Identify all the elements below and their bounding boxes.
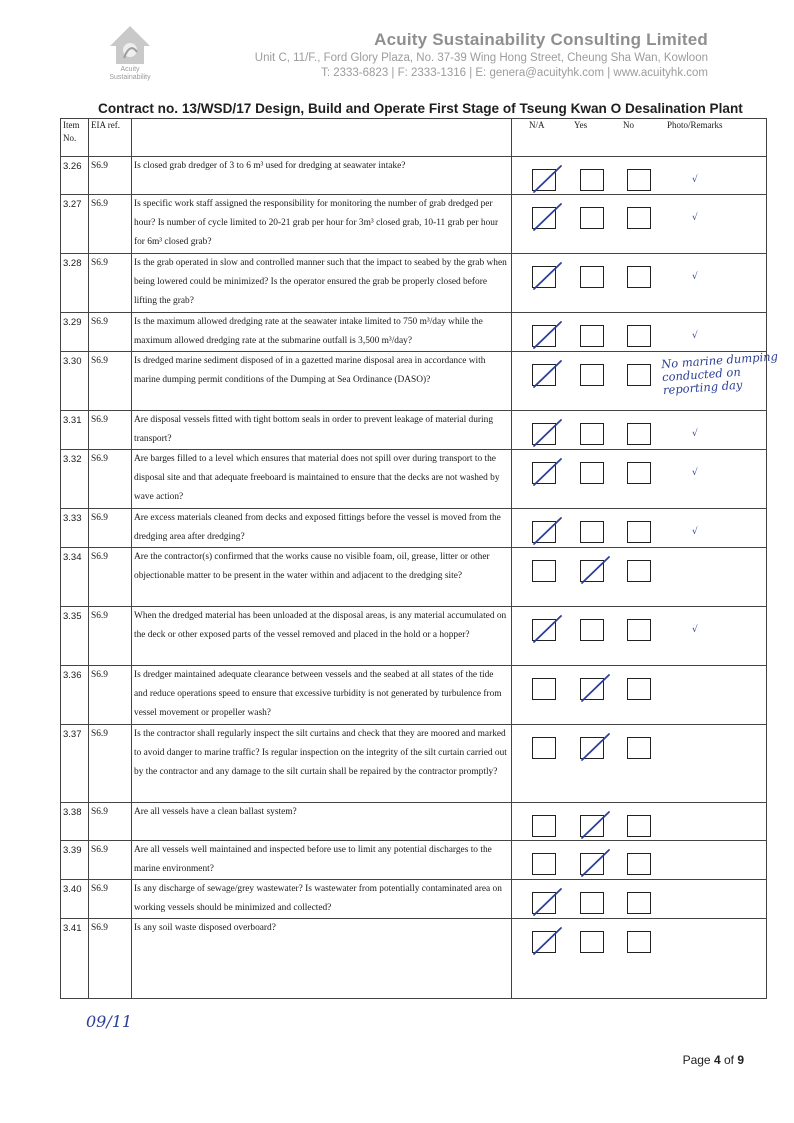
header-yes: Yes	[574, 120, 588, 130]
checklist-question: Is the contractor shall regularly inspect the silt curtains and check that they are moored and marked to avoid danger to marine traffic? Is regular inspection on the integrity of the silt curtain carried out by the contractor and any damage to the silt curtain shall be repaired by the contractor promptly?	[132, 725, 512, 803]
checkbox-yes[interactable]	[580, 678, 604, 700]
check-mark-icon	[575, 846, 611, 880]
checkbox-no[interactable]	[627, 619, 651, 641]
answer-cell	[512, 725, 767, 803]
company-address: Unit C, 11/F., Ford Glory Plaza, No. 37-39 Wing Hong Street, Cheung Sha Wan, Kowloon	[254, 52, 708, 64]
header-remarks: Photo/Remarks	[667, 120, 723, 130]
table-row	[61, 725, 767, 803]
answer-cell	[512, 157, 767, 195]
handwritten-remark: √	[692, 213, 698, 223]
checklist-question: Are all vessels well maintained and inspected before use to limit any potential discharges to the marine environment?	[132, 841, 512, 880]
item-number: 3.34	[61, 548, 89, 607]
check-mark-icon	[575, 671, 611, 705]
checklist-question: Is dredged marine sediment disposed of in a gazetted marine disposal area in accordance with marine dumping permit conditions of the Dumping at Sea Ordinance (DASO)?	[132, 352, 512, 411]
eia-reference: S6.9	[89, 803, 132, 841]
page-number	[683, 1053, 744, 1067]
handwritten-remark: √	[692, 625, 698, 635]
table-row	[61, 450, 767, 509]
answer-cell	[512, 841, 767, 880]
company-name: Acuity Sustainability Consulting Limited	[374, 30, 708, 49]
checkbox-yes[interactable]	[580, 266, 604, 288]
answer-cell	[512, 666, 767, 725]
checkbox-yes[interactable]	[580, 169, 604, 191]
header-item-no: Item No.	[61, 119, 89, 157]
check-mark-icon	[527, 318, 563, 352]
letterhead	[0, 0, 794, 100]
table-row	[61, 666, 767, 725]
table-row	[61, 254, 767, 313]
table-row	[61, 548, 767, 607]
header-na: N/A	[529, 120, 545, 130]
checkbox-yes[interactable]	[580, 737, 604, 759]
eia-reference: S6.9	[89, 607, 132, 666]
table-row	[61, 509, 767, 548]
eia-reference: S6.9	[89, 725, 132, 803]
answer-cell	[512, 548, 767, 607]
check-mark-icon	[575, 730, 611, 764]
checklist-question: When the dredged material has been unloaded at the disposal areas, is any material accumulated on the deck or other exposed parts of the vessel removed and placed in the hold or a hopper?	[132, 607, 512, 666]
table-row	[61, 607, 767, 666]
check-mark-icon	[575, 808, 611, 842]
item-number: 3.39	[61, 841, 89, 880]
checkbox-no[interactable]	[627, 892, 651, 914]
answer-cell	[512, 509, 767, 548]
check-mark-icon	[527, 885, 563, 919]
eia-reference: S6.9	[89, 195, 132, 254]
item-number: 3.31	[61, 411, 89, 450]
eia-reference: S6.9	[89, 411, 132, 450]
checkbox-na[interactable]	[532, 931, 556, 953]
answer-cell	[512, 880, 767, 919]
eia-reference: S6.9	[89, 254, 132, 313]
answer-cell	[512, 411, 767, 450]
answer-cell	[512, 919, 767, 999]
item-number: 3.33	[61, 509, 89, 548]
eia-reference: S6.9	[89, 919, 132, 999]
answer-cell	[512, 803, 767, 841]
answer-cell	[512, 195, 767, 254]
checkbox-yes[interactable]	[580, 619, 604, 641]
item-number: 3.29	[61, 313, 89, 352]
checklist-question: Are disposal vessels fitted with tight bottom seals in order to prevent leakage of material during transport?	[132, 411, 512, 450]
checkbox-na[interactable]	[532, 325, 556, 347]
handwritten-remark: √	[692, 175, 698, 185]
table-header-row	[61, 119, 767, 157]
checkbox-yes[interactable]	[580, 207, 604, 229]
checkbox-no[interactable]	[627, 853, 651, 875]
checkbox-no[interactable]	[627, 325, 651, 347]
checklist-question: Are the contractor(s) confirmed that the works cause no visible foam, oil, grease, litter or other objectionable matter to be present in the water within and adjacent to the dredging site?	[132, 548, 512, 607]
item-number: 3.27	[61, 195, 89, 254]
table-row	[61, 803, 767, 841]
checkbox-na[interactable]	[532, 560, 556, 582]
answer-cell	[512, 254, 767, 313]
header-question	[132, 119, 512, 157]
check-mark-icon	[527, 162, 563, 196]
checklist-question: Is the grab operated in slow and controlled manner such that the impact to seabed by the grab when being lowered could be minimized? Is the operator ensured the grab be properly closed before lifting the grab?	[132, 254, 512, 313]
checkbox-no[interactable]	[627, 364, 651, 386]
table-row	[61, 880, 767, 919]
handwritten-remark: √	[692, 429, 698, 439]
eia-reference: S6.9	[89, 509, 132, 548]
handwritten-remark: √	[692, 272, 698, 282]
answer-cell	[512, 313, 767, 352]
checkbox-yes[interactable]	[580, 325, 604, 347]
checkbox-yes[interactable]	[580, 462, 604, 484]
checkbox-no[interactable]	[627, 560, 651, 582]
checklist-question: Are all vessels have a clean ballast system?	[132, 803, 512, 841]
page-sep: of	[720, 1053, 738, 1067]
header-eia-ref: EIA ref.	[89, 119, 132, 157]
checkbox-yes[interactable]	[580, 931, 604, 953]
item-number: 3.41	[61, 919, 89, 999]
table-row	[61, 313, 767, 352]
document-title: Contract no. 13/WSD/17 Design, Build and Operate First Stage of Tseung Kwan O Desalination Plant	[98, 101, 743, 116]
check-mark-icon	[527, 514, 563, 548]
table-row	[61, 411, 767, 450]
logo-icon	[104, 22, 156, 68]
checklist-question: Is closed grab dredger of 3 to 6 m³ used for dredging at seawater intake?	[132, 157, 512, 195]
item-number: 3.37	[61, 725, 89, 803]
item-number: 3.35	[61, 607, 89, 666]
checklist-question: Is the maximum allowed dredging rate at the seawater intake limited to 750 m³/day while the maximum allowed dredging rate at the submarine outfall is 3,500 m³/day?	[132, 313, 512, 352]
checkbox-no[interactable]	[627, 169, 651, 191]
eia-reference: S6.9	[89, 880, 132, 919]
checkbox-yes[interactable]	[580, 892, 604, 914]
logo-text: Acuity Sustainability	[109, 66, 151, 81]
checkbox-na[interactable]	[532, 815, 556, 837]
checkbox-yes[interactable]	[580, 560, 604, 582]
checkbox-no[interactable]	[627, 678, 651, 700]
checkbox-no[interactable]	[627, 737, 651, 759]
item-number: 3.36	[61, 666, 89, 725]
item-number: 3.38	[61, 803, 89, 841]
checklist-question: Is any discharge of sewage/grey wastewater? Is wastewater from potentially contaminated area on working vessels should be minimized and collected?	[132, 880, 512, 919]
checkbox-na[interactable]	[532, 521, 556, 543]
item-number: 3.26	[61, 157, 89, 195]
eia-reference: S6.9	[89, 450, 132, 509]
eia-reference: S6.9	[89, 157, 132, 195]
checkbox-no[interactable]	[627, 423, 651, 445]
company-contact: T: 2333-6823 | F: 2333-1316 | E: genera@acuityhk.com | www.acuityhk.com	[321, 67, 708, 79]
check-mark-icon	[575, 553, 611, 587]
page-current: 4	[713, 1053, 721, 1067]
item-number: 3.40	[61, 880, 89, 919]
handwritten-remark: No marine dumping conducted on reporting day	[660, 349, 779, 398]
item-number: 3.30	[61, 352, 89, 411]
check-mark-icon	[527, 357, 563, 391]
check-mark-icon	[527, 455, 563, 489]
checklist-question: Is specific work staff assigned the responsibility for monitoring the number of grab dredged per hour? Is number of cycle limited to 20-21 grab per hour for 3m³ closed grab, 10-11 grab per hour for 6m³ closed grab?	[132, 195, 512, 254]
handwritten-remark: √	[692, 527, 698, 537]
checkbox-na[interactable]	[532, 678, 556, 700]
checkbox-na[interactable]	[532, 619, 556, 641]
checkbox-yes[interactable]	[580, 521, 604, 543]
checkbox-yes[interactable]	[580, 423, 604, 445]
eia-reference: S6.9	[89, 841, 132, 880]
item-number: 3.28	[61, 254, 89, 313]
checkbox-no[interactable]	[627, 266, 651, 288]
checkbox-na[interactable]	[532, 462, 556, 484]
checkbox-na[interactable]	[532, 169, 556, 191]
eia-reference: S6.9	[89, 352, 132, 411]
checkbox-no[interactable]	[627, 521, 651, 543]
table-row	[61, 352, 767, 411]
checkbox-no[interactable]	[627, 931, 651, 953]
handwritten-remark: √	[692, 331, 698, 341]
checkbox-no[interactable]	[627, 815, 651, 837]
checklist-table	[60, 118, 779, 999]
item-number: 3.32	[61, 450, 89, 509]
checkbox-na[interactable]	[532, 423, 556, 445]
checkbox-na[interactable]	[532, 892, 556, 914]
page-total: 9	[737, 1053, 744, 1067]
eia-reference: S6.9	[89, 548, 132, 607]
table-row	[61, 195, 767, 254]
checkbox-yes[interactable]	[580, 364, 604, 386]
checklist-question: Is dredger maintained adequate clearance between vessels and the seabed at all states of the tide and reduce operations speed to ensure that excessive turbidity is not generated by turbulence from vessel movement or propeller wash?	[132, 666, 512, 725]
handwritten-date: 09/11	[86, 1012, 133, 1031]
table-row	[61, 919, 767, 999]
header-answers	[512, 119, 767, 157]
answer-cell	[512, 349, 779, 411]
checkbox-no[interactable]	[627, 462, 651, 484]
checklist-question: Is any soil waste disposed overboard?	[132, 919, 512, 999]
eia-reference: S6.9	[89, 666, 132, 725]
check-mark-icon	[527, 416, 563, 450]
header-no: No	[623, 120, 634, 130]
checklist-question: Are excess materials cleaned from decks and exposed fittings before the vessel is moved from the dredging area after dredging?	[132, 509, 512, 548]
check-mark-icon	[527, 259, 563, 293]
checkbox-na[interactable]	[532, 364, 556, 386]
answer-cell	[512, 607, 767, 666]
handwritten-remark: √	[692, 468, 698, 478]
checkbox-na[interactable]	[532, 207, 556, 229]
check-mark-icon	[527, 924, 563, 958]
eia-reference: S6.9	[89, 313, 132, 352]
table-row	[61, 157, 767, 195]
checkbox-na[interactable]	[532, 737, 556, 759]
checkbox-na[interactable]	[532, 266, 556, 288]
page-prefix: Page	[682, 1053, 714, 1067]
checklist-question: Are barges filled to a level which ensures that material does not spill over during transport to the disposal site and that adequate freeboard is maintained to ensure that the decks are not washed by wave action?	[132, 450, 512, 509]
checkbox-na[interactable]	[532, 853, 556, 875]
answer-cell	[512, 450, 767, 509]
checkbox-no[interactable]	[627, 207, 651, 229]
table-row	[61, 841, 767, 880]
check-mark-icon	[527, 612, 563, 646]
checkbox-yes[interactable]	[580, 815, 604, 837]
checkbox-yes[interactable]	[580, 853, 604, 875]
check-mark-icon	[527, 200, 563, 234]
